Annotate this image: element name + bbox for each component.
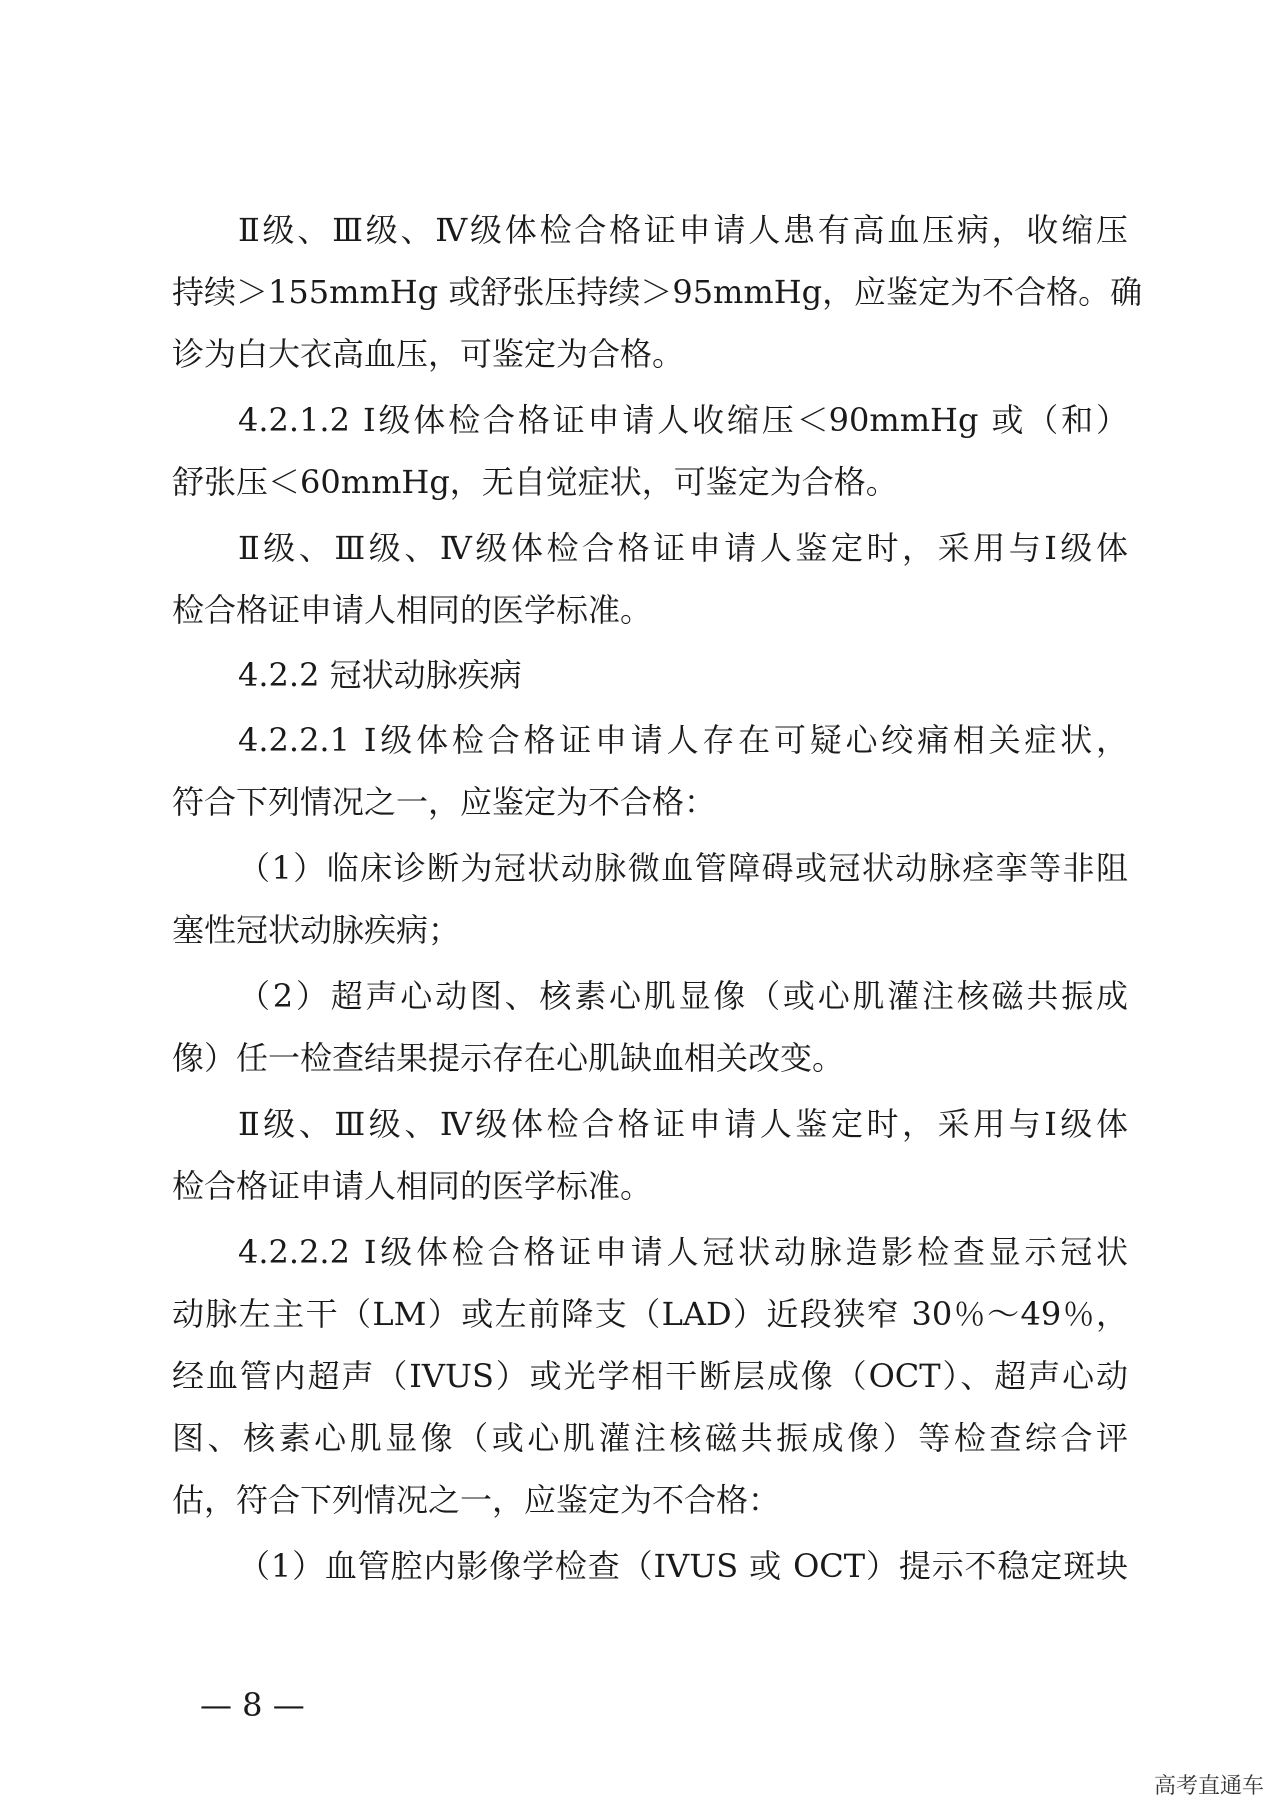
page-number: — 8 — [200, 1686, 305, 1724]
text-line: 估，符合下列情况之一，应鉴定为不合格： [172, 1481, 781, 1519]
text-line: 4.2.2.2 Ⅰ级体检合格证申请人冠状动脉造影检查显示冠状 [238, 1233, 1128, 1271]
text-line: （1）血管腔内影像学检查（IVUS 或 OCT）提示不稳定斑块 [238, 1547, 1128, 1585]
text-line: 检合格证申请人相同的医学标准。 [172, 591, 653, 629]
text-line: 图、核素心肌显像（或心肌灌注核磁共振成像）等检查综合评 [172, 1419, 1128, 1457]
text-line: 塞性冠状动脉疾病； [172, 911, 461, 949]
text-line: Ⅱ级、Ⅲ级、Ⅳ级体检合格证申请人患有高血压病，收缩压 [238, 211, 1128, 249]
text-line: （2）超声心动图、核素心肌显像（或心肌灌注核磁共振成 [238, 977, 1128, 1015]
text-line: 持续＞155mmHg 或舒张压持续＞95mmHg，应鉴定为不合格。确 [172, 273, 1143, 311]
section-heading: 4.2.2 冠状动脉疾病 [238, 656, 522, 694]
text-line: 4.2.1.2 Ⅰ级体检合格证申请人收缩压＜90mmHg 或（和） [238, 401, 1128, 439]
watermark: 高考直通车 [1153, 1774, 1264, 1799]
text-line: 4.2.2.1 Ⅰ级体检合格证申请人存在可疑心绞痛相关症状， [238, 721, 1128, 759]
text-line: 检合格证申请人相同的医学标准。 [172, 1167, 653, 1205]
text-line: 经血管内超声（IVUS）或光学相干断层成像（OCT）、超声心动 [172, 1357, 1128, 1395]
text-line: 动脉左主干（LM）或左前降支（LAD）近段狭窄 30％～49％， [172, 1295, 1128, 1333]
text-line: 像）任一检查结果提示存在心肌缺血相关改变。 [172, 1039, 845, 1077]
text-line: Ⅱ级、Ⅲ级、Ⅳ级体检合格证申请人鉴定时，采用与Ⅰ级体 [238, 1105, 1128, 1143]
text-line: （1）临床诊断为冠状动脉微血管障碍或冠状动脉痉挛等非阻 [238, 849, 1128, 887]
text-line: 舒张压＜60mmHg，无自觉症状，可鉴定为合格。 [172, 463, 898, 501]
text-line: 诊为白大衣高血压，可鉴定为合格。 [172, 335, 685, 373]
text-line: 符合下列情况之一，应鉴定为不合格： [172, 783, 717, 821]
text-line: Ⅱ级、Ⅲ级、Ⅳ级体检合格证申请人鉴定时，采用与Ⅰ级体 [238, 529, 1128, 567]
